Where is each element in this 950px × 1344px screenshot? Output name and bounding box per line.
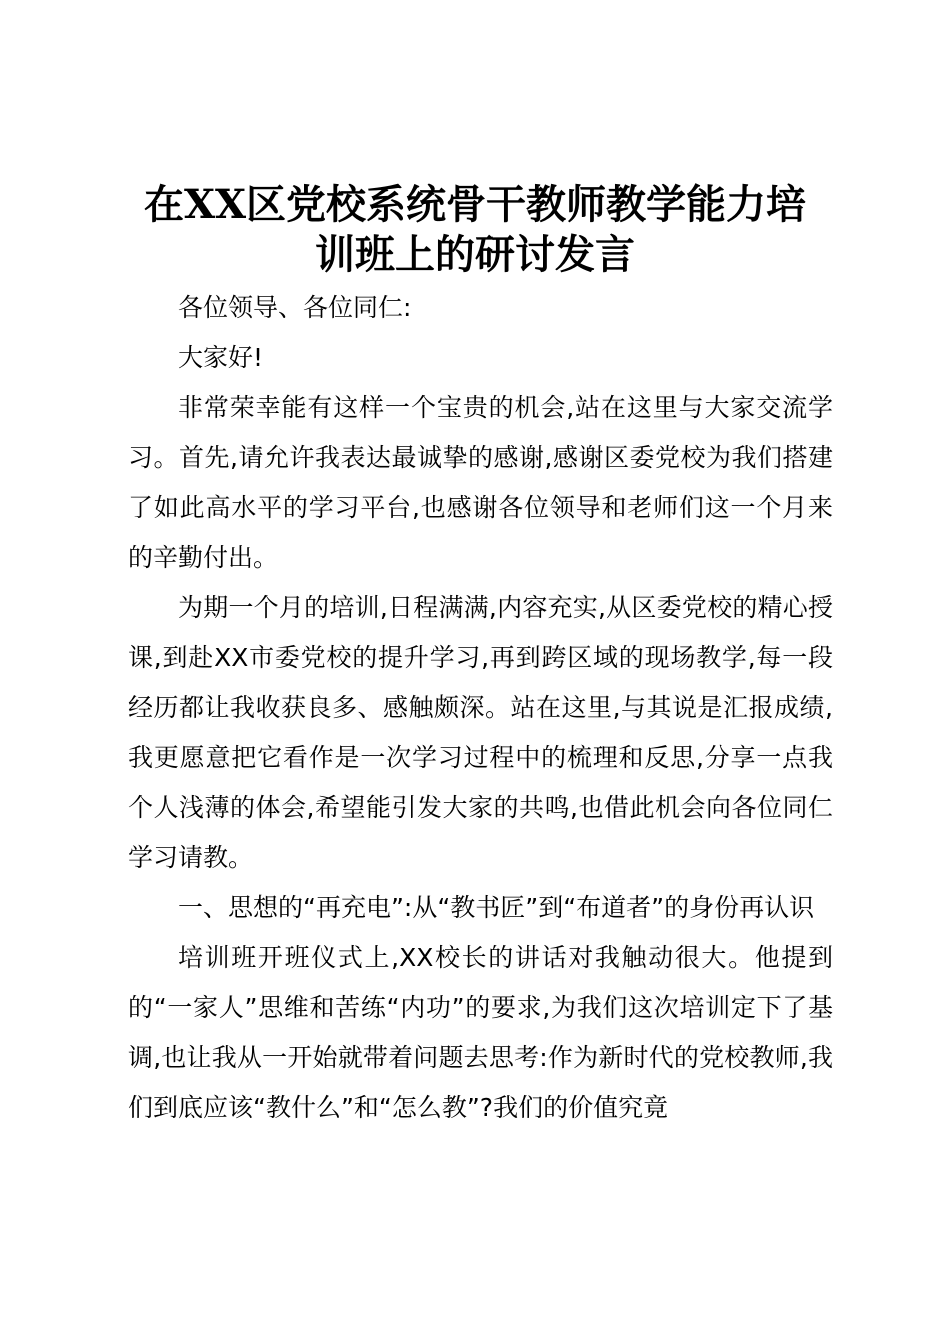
- paragraph-training-overview: 为期一个月的培训,日程满满,内容充实,从区委党校的精心授课,到赴XX市委党校的提升学习,再到跨区域的现场教学,每一段经历都让我收获良多、感触颇深。站在这里,与其说是汇报成绩,我更愿意把它看作是一次学习过程中的梳理和反思,分享一点我个人浅薄的体会,希望能引发大家的共鸣,也借此机会向各位同仁学习请教。: [128, 593, 833, 872]
- paragraph-thanks: 非常荣幸能有这样一个宝贵的机会,站在这里与大家交流学习。首先,请允许我表达最诚挚的感谢,感谢区委党校为我们搭建了如此高水平的学习平台,也感谢各位领导和老师们这一个月来的辛勤付出。: [128, 393, 833, 572]
- document-body: [128, 283, 833, 1133]
- title-line-1: 在XX区党校系统骨干教师教学能力培: [143, 181, 807, 228]
- title-line-2: 训班上的研讨发言: [315, 231, 635, 278]
- salutation: 各位领导、各位同仁:: [178, 293, 412, 322]
- section-heading-1: 一、思想的“再充电”:从“教书匠”到“布道者”的身份再认识: [178, 893, 815, 922]
- paragraph-opening-ceremony: 培训班开班仪式上,XX校长的讲话对我触动很大。他提到的“一家人”思维和苦练“内功”的要求,为我们这次培训定下了基调,也让我从一开始就带着问题去思考:作为新时代的党校教师,我们到底应该“教什么”和“怎么教”?我们的价值究竟: [128, 943, 833, 1122]
- document-title: [118, 180, 832, 280]
- greeting: 大家好!: [178, 343, 264, 372]
